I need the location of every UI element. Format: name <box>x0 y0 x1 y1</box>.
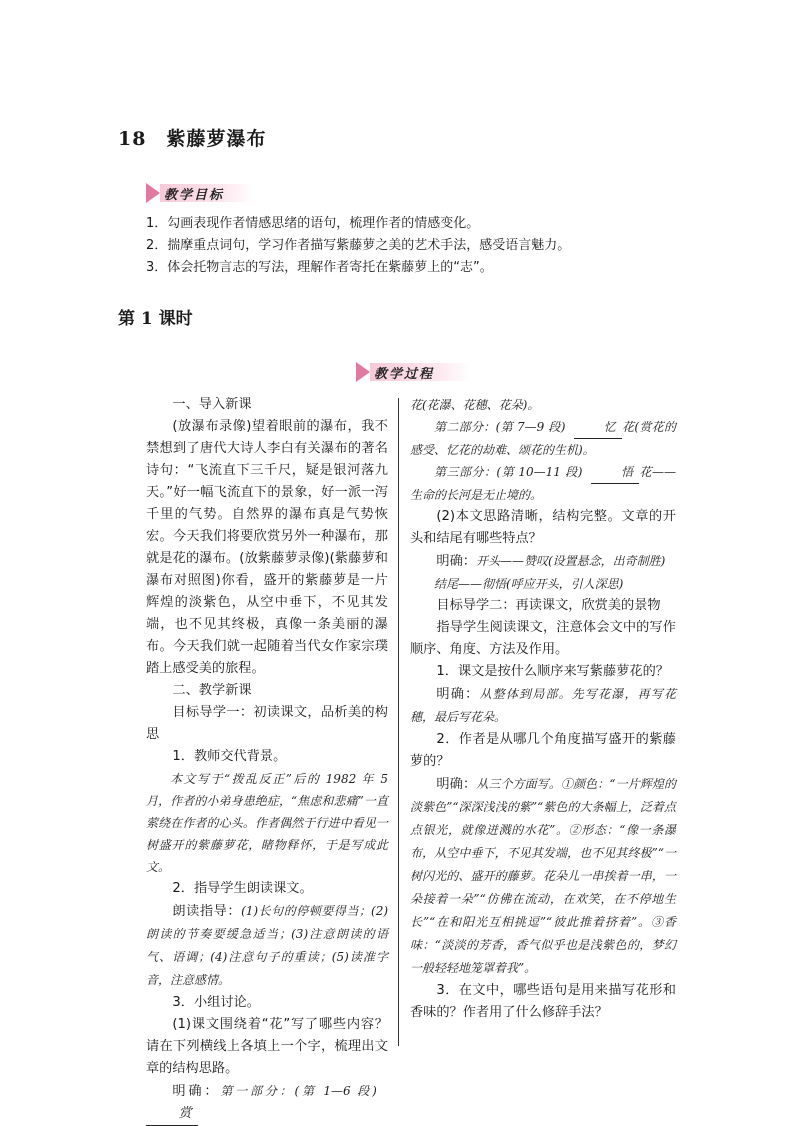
teaching-process-header <box>356 362 470 382</box>
header-triangle-icon <box>356 362 370 382</box>
part-three-tail: 花——生命的长河是无止境的。 <box>410 465 676 502</box>
teaching-goals-label: 教学目标 <box>160 184 254 202</box>
order-answer-text: 从整体到局部。先写花瀑，再写花穗，最后写花朵。 <box>410 687 676 724</box>
header-triangle-icon <box>146 183 160 203</box>
structure-part-three <box>410 461 676 506</box>
structure-part-one <box>146 1080 388 1126</box>
structure-part-two <box>410 416 676 461</box>
goal-item: 3．体会托物言志的写法，理解作者寄托在紫藤萝上的“志”。 <box>146 260 493 275</box>
part-two-text: 第二部分：(第 7—9 段) <box>434 420 566 434</box>
step-reading: 2．指导学生朗读课文。 <box>172 881 313 896</box>
order-question: 1．课文是按什么顺序来写紫藤萝花的？ <box>436 664 669 679</box>
discussion-question: (1)课文围绕着“花”写了哪些内容？请在下列横线上各填上一个字，梳理出文章的结构思路。 <box>146 1017 388 1076</box>
lesson-title: 18 紫藤萝瀑布 <box>118 128 267 150</box>
angle-question: 2．作者是从哪几个角度描写盛开的紫藤萝的？ <box>410 732 676 769</box>
step-background: 1．教师交代背景。 <box>172 749 287 764</box>
part-one-continued: 花(花瀑、花穗、花朵)。 <box>410 398 540 412</box>
structure-answer-opening <box>410 550 676 573</box>
rhetoric-question: 3．在文中，哪些语句是用来描写花形和香味的？作者用了什么修辞手法？ <box>410 983 676 1020</box>
reading-guidance-note: (1)长句的停顿要得当；(2)朗读的节奏要缓急适当；(3)注意朗读的语气、语调；(4)注意句子的重读；(5)读准字音，注意感情。 <box>146 904 389 987</box>
guide-one: 目标导学一：初读课文，品析美的构思 <box>146 705 388 742</box>
reading-guidance-lead: 朗读指导： <box>172 904 242 919</box>
right-column <box>410 394 676 1024</box>
angle-answer-text: 从三个方面写。①颜色：“一片辉煌的淡紫色”“深深浅浅的紫”“紫色的大条幅上，泛着点点银光，就像迸溅的水花”。②形态：“像一条瀑布，从空中垂下，不见其发端，也不见其终极”“一树闪光的、盛开的藤萝。花朵儿一串挨着一串，一朵接着一朵”“仿佛在流动，在欢笑，在不停地生长”“在和阳光互相挑逗”“彼此推着挤着”。③香味：“淡淡的芳香，香气似乎也是浅紫色的，梦幻一般轻轻地笼罩着我”。 <box>410 777 677 975</box>
section-title-new: 二、教学新课 <box>172 683 252 698</box>
opening-feature: 开头——赞叹(设置悬念，出奇制胜) <box>475 554 666 568</box>
order-answer <box>410 683 676 729</box>
answer-lead: 明确： <box>436 687 480 702</box>
part-one-text: 第一部分：(第 1—6 段) <box>220 1084 377 1098</box>
part-three-blank: 悟 <box>591 461 639 484</box>
angle-answer <box>410 773 676 980</box>
teaching-process-label: 教学过程 <box>370 363 470 381</box>
intro-paragraph: (放瀑布录像)望着眼前的瀑布，我不禁想到了唐代大诗人李白有关瀑布的著名诗句：“飞流直下三千尺，疑是银河落九天。”好一幅飞流直下的景象，好一派一泻千里的气势。自然界的瀑布真是气势恢宏。今天我们将要欣赏另外一种瀑布，那就是花的瀑布。(放紫藤萝录像)(紫藤萝和瀑布对照图)你看，盛开的紫藤萝是一片辉煌的淡紫色，从空中垂下，不见其发端，也不见其终极，真像一条美丽的瀑布。今天我们就一起随着当代女作家宗璞踏上感受美的旅程。 <box>146 419 388 676</box>
left-column <box>146 394 388 1126</box>
guide-two-text: 指导学生阅读课文，注意体会文中的写作顺序、角度、方法及作用。 <box>410 620 676 657</box>
column-divider <box>398 398 399 1046</box>
teaching-goals-header <box>146 183 254 203</box>
answer-lead: 明确： <box>436 554 476 569</box>
answer-lead: 明确： <box>436 777 477 792</box>
step-discussion: 3．小组讨论。 <box>172 995 260 1010</box>
structure-answer-ending: 结尾——彻悟(呼应开头，引人深思) <box>434 577 624 591</box>
section-title-intro: 一、导入新课 <box>172 397 252 412</box>
period-title: 第 1 课时 <box>118 309 193 329</box>
guide-two: 目标导学二：再读课文，欣赏美的景物 <box>436 598 661 613</box>
goal-item: 1．勾画表现作者情感思绪的语句，梳理作者的情感变化。 <box>146 216 480 231</box>
structure-question: (2)本文思路清晰，结构完整。文章的开头和结尾有哪些特点？ <box>410 509 676 546</box>
part-three-text: 第三部分：(第 10—11 段) <box>434 465 583 479</box>
goal-item: 2．揣摩重点词句，学习作者描写紫藤萝之美的艺术手法，感受语言魅力。 <box>146 238 571 253</box>
part-one-blank: 赏 <box>146 1103 198 1126</box>
part-two-tail: 花(赏花的感受、忆花的劫难、颂花的生机)。 <box>410 420 676 457</box>
background-note: 本文写于“拨乱反正”后的 1982 年 5 月，作者的小弟身患绝症，“焦虑和悲痛”一直萦绕在作者的心头。作者偶然于行进中看见一树盛开的紫藤萝花，睹物释怀，于是写成此文。 <box>146 772 388 874</box>
answer-lead: 明确： <box>172 1084 221 1099</box>
reading-guidance <box>146 900 388 992</box>
teaching-goals-list <box>146 213 706 279</box>
part-two-blank: 忆 <box>574 416 622 439</box>
